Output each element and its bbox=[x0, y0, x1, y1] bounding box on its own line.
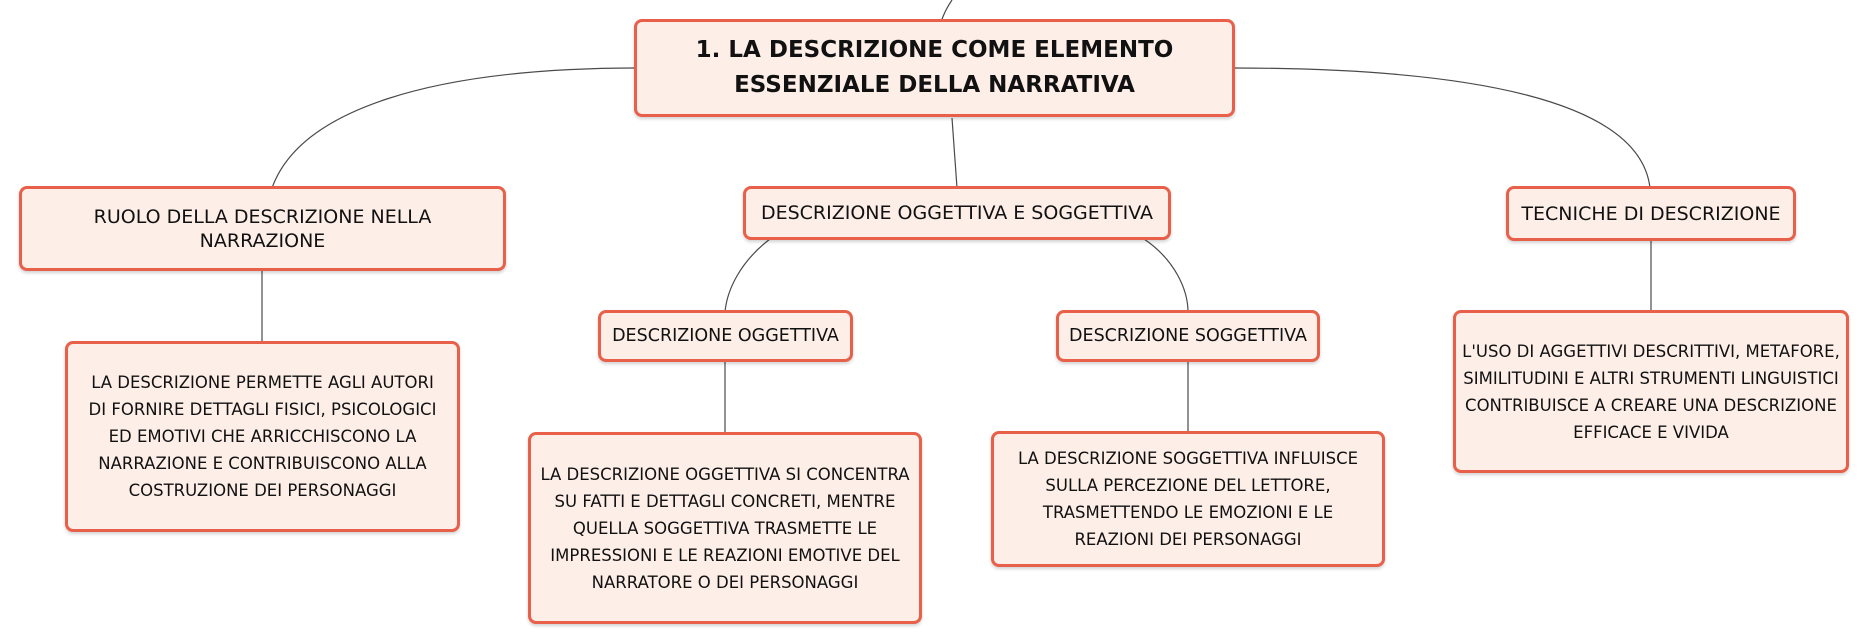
techniques-detail-text: L'USO DI AGGETTIVI DESCRITTIVI, METAFORE, SIMILITUDINI E ALTRI STRUMENTI LINGUISTICI CONTRIBUISCE A CREARE UNA DESCRIZIONE EFFICACE E VIVIDA bbox=[1462, 341, 1840, 442]
objective-detail-text: LA DESCRIZIONE OGGETTIVA SI CONCENTRA SU FATTI E DETTAGLI CONCRETI, MENTRE QUELLA SOGGETTIVA TRASMETTE LE IMPRESSIONI E LE REAZIONI EMOTIVE DEL NARRATORE O DEI PERSONAGGI bbox=[540, 464, 910, 592]
topic-techniques[interactable] bbox=[1506, 186, 1796, 241]
connector-types-to-subjective bbox=[1144, 239, 1188, 312]
role-detail[interactable] bbox=[65, 341, 460, 532]
subjective-detail[interactable] bbox=[991, 431, 1385, 567]
root-topic[interactable] bbox=[634, 19, 1235, 117]
topic-types-label: DESCRIZIONE OGGETTIVA E SOGGETTIVA bbox=[760, 202, 1154, 224]
root-topic-label: 1. LA DESCRIZIONE COME ELEMENTO ESSENZIALE DELLA NARRATIVA bbox=[695, 37, 1174, 98]
subtopic-subjective[interactable] bbox=[1056, 310, 1320, 362]
role-detail-text: LA DESCRIZIONE PERMETTE AGLI AUTORI DI FORNIRE DETTAGLI FISICI, PSICOLOGICI ED EMOTIVI CHE ARRICCHISCONO LA NARRAZIONE E CONTRIBUISCONO ALLA COSTRUZIONE DEI PERSONAGGI bbox=[88, 373, 437, 500]
topic-role[interactable] bbox=[19, 186, 506, 271]
connector-types-to-objective bbox=[725, 239, 770, 312]
subtopic-objective[interactable] bbox=[598, 310, 853, 362]
connector-root-to-types bbox=[952, 118, 957, 188]
topic-types[interactable] bbox=[743, 186, 1171, 240]
subjective-detail-text: LA DESCRIZIONE SOGGETTIVA INFLUISCE SULLA PERCEZIONE DEL LETTORE, TRASMETTENDO LE EMOZIONI E LE REAZIONI DEI PERSONAGGI bbox=[1017, 449, 1359, 549]
objective-detail[interactable] bbox=[528, 432, 922, 624]
connector-root-to-role bbox=[272, 68, 638, 188]
subtopic-subjective-label: DESCRIZIONE SOGGETTIVA bbox=[1069, 326, 1307, 346]
topic-techniques-label: TECNICHE DI DESCRIZIONE bbox=[1521, 202, 1781, 225]
techniques-detail[interactable] bbox=[1453, 310, 1849, 473]
topic-role-label: RUOLO DELLA DESCRIZIONE NELLA NARRAZIONE bbox=[93, 205, 432, 252]
subtopic-objective-label: DESCRIZIONE OGGETTIVA bbox=[612, 326, 839, 346]
connector-root-to-techniques bbox=[1232, 68, 1650, 188]
